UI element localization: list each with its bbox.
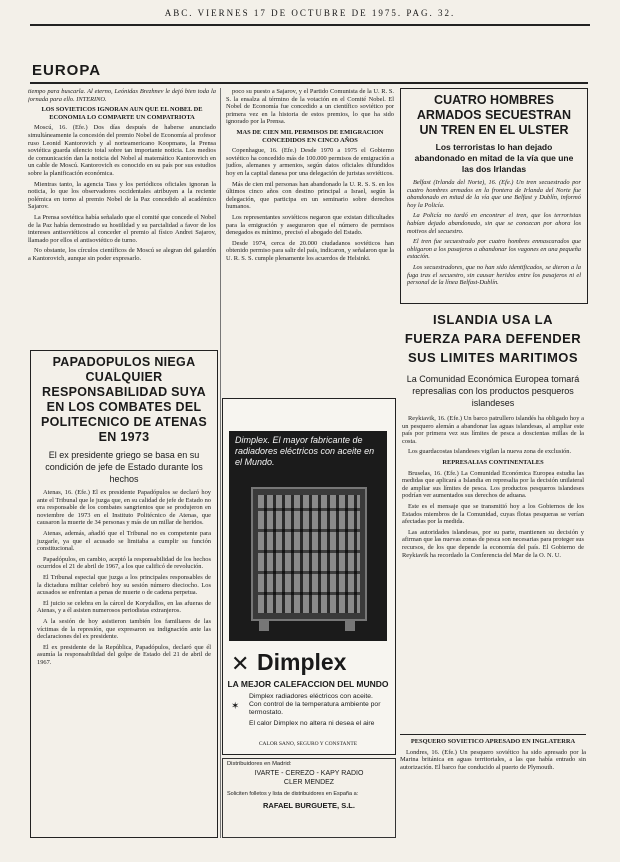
papadopulos-dek: El ex presidente griego se basa en su condición de jefe de Estado durante los hechos bbox=[45, 450, 203, 484]
distributors-label: Distribuidores en Madrid: bbox=[227, 761, 292, 767]
islandia-subhead: REPRESALIAS CONTINENTALES bbox=[442, 458, 544, 466]
ulster-headline: CUATRO HOMBRES ARMADOS SECUESTRAN UN TREN EN EL ULSTER bbox=[416, 93, 572, 137]
header-rule bbox=[30, 24, 590, 26]
nobel-headline: LOS SOVIETICOS IGNORAN AUN QUE EL NOBEL DE ECONOMIA LO COMPARTE UN COMPATRIOTA bbox=[41, 106, 203, 121]
radiator-foot bbox=[345, 619, 355, 631]
page-header: ABC. VIERNES 17 DE OCTUBRE DE 1975. PAG. 32. bbox=[164, 8, 456, 18]
dimplex-slogan: Dimplex. El mayor fabricante de radiadores eléctricos con aceite en el Mundo. bbox=[235, 435, 375, 467]
dimplex-quote: CALOR SANO, SEGURO Y CONSTANTE bbox=[258, 741, 358, 747]
papadopulos-box bbox=[30, 350, 218, 838]
left-top-article bbox=[28, 88, 216, 350]
dimplex-logo-text: Dimplex bbox=[257, 649, 347, 675]
ulster-paragraph: La Policía no tardó en encontrar el tren, que los terroristas habían dejado abandonado, sin que se conozcan por ahora los motivos del secuestro. bbox=[407, 212, 581, 235]
dimplex-logo-mark: ✕ bbox=[231, 651, 250, 676]
section-rule bbox=[30, 82, 588, 84]
pesquero-article bbox=[400, 738, 586, 838]
dimplex-bullet-text: Dimplex radiadores eléctricos con aceite. Con control de la temperatura ambiente por termostato. bbox=[249, 693, 381, 716]
dimplex-bullet-text: El calor Dimplex no altera ni desea el aire bbox=[249, 720, 375, 727]
islandia-paragraph: Reykiavik, 16. (Efe.) Un barco patrullero islandés ha obligado hoy a un pesquero alemán a abandonar las aguas islandesas, al ampliar este país por primera vez sus límites de pesca a doscientas millas de la costa. bbox=[402, 415, 584, 445]
islandia-headline: ISLANDIA USA LA FUERZA PARA DEFENDER SUS LIMITES MARITIMOS bbox=[404, 312, 582, 365]
star-icon: ✶ bbox=[231, 701, 240, 712]
islandia-paragraph: Este es el mensaje que se transmitió hoy a los Gobiernos de los Estados miembros de la Comunidad, cuyas flotas pesqueras se verían afectadas por la medida. bbox=[402, 502, 584, 526]
emigration-paragraph: Desde 1974, cerca de 20.000 ciudadanos soviéticos han obtenido permiso para salir del país, indicaron, y señalaron que la U. R. S. S. cumple plenamente los acuerdos de Helsinki. bbox=[226, 239, 394, 262]
dimplex-bullet bbox=[233, 693, 383, 728]
dimplex-logo bbox=[231, 649, 387, 675]
request-label: Soliciten folletos y lista de distribuidores en España a: bbox=[227, 791, 359, 797]
emigration-headline: MAS DE CIEN MIL PERMISOS DE EMIGRACION CONCEDIDOS EN CINCO AÑOS bbox=[236, 128, 384, 144]
dimplex-tagline: LA MEJOR CALEFACCION DEL MUNDO bbox=[227, 679, 389, 689]
nobel-paragraph: Moscú, 16. (Efe.) Dos días después de haberse anunciado simultáneamente la concesión del premio Nobel de Economía al profesor ruso Leonid Kantorovich y al norteamericano Koopmans, la Prensa soviética guarda silencio total sobre tan importante noticia. Los medios de comunicación dan la noticia del Nobel al matemático Kantorovich en un cable de Moscú. Kantorovich es conocido en su país por sus estudios sobre la planificación económica. bbox=[28, 124, 216, 177]
emigration-paragraph: Los representantes soviéticos negaron que existan dificultades para la emigración y aseguraron que el número de permisos denegados es mínimo, precisó el abogado del Estado. bbox=[226, 213, 394, 237]
section-title: EUROPA bbox=[32, 62, 102, 79]
ulster-paragraph: Los secuestradores, que no han sido identificados, se dieron a la fuga tras el secuestro, sin causar heridos entre los pasajeros ni el personal de la línea Belfast-Dublín. bbox=[407, 263, 581, 287]
column-divider bbox=[220, 88, 221, 838]
papadopulos-paragraph: El juicio se celebra en la cárcel de Korydallos, en las afueras de Atenas, y a él asisten numerosos periodistas extranjeros. bbox=[37, 599, 211, 615]
radiator-bands bbox=[258, 495, 360, 613]
papadopulos-headline: PAPADOPULOS NIEGA CUALQUIER RESPONSABILIDAD SUYA EN LOS COMBATES DEL POLITECNICO DE ATENAS EN 1973 bbox=[40, 355, 208, 444]
islandia-paragraph: Las autoridades islandesas, por su parte, mantienen su decisión y afirman que las nuevas zonas de pesca son necesarias para proteger sus recursos, de los que depende la economía del país. El Gobierno de Reykiavik ha recordado la Conferencia del Mar de la O. N. U. bbox=[402, 528, 584, 559]
nobel-paragraph: La Prensa soviética había señalado que el comité que concede el Nobel de la Paz había demostrado su hostilidad y su parcialidad a favor de los intereses antisoviéticos al conceder el premio al físico Andrei Sajarov, llamado por ellos el antisoviético de turno. bbox=[28, 213, 216, 244]
islandia-article bbox=[400, 310, 586, 730]
papadopulos-paragraph: Atenas, 16. (Efe.) El ex presidente Papadópulos se declaró hoy ante el Tribunal que le juzga que, en su calidad de jefe de Estado no era responsable de los combates sangrientos que se produjeron en noviembre de 1973 en el Instituto Politécnico de Atenas, que causaron la muerte de 34 personas y más de un millar de heridos. bbox=[37, 489, 211, 527]
emigration-paragraph: Copenhague, 16. (Efe.) Desde 1970 a 1975 el Gobierno soviético ha concedido más de 100.000 permisos de emigración a judíos, alemanes y armenios, según datos oficiales difundidos hoy en la capital danesa por una delegación de juristas soviéticos. bbox=[226, 147, 394, 177]
nobel-paragraph: No obstante, los círculos científicos de Moscú se alegran del galardón a Kantorovich, aunque sin poder expresarlo. bbox=[28, 247, 216, 262]
agent-name: RAFAEL BURGUETE, S.L. bbox=[263, 801, 355, 810]
ulster-box bbox=[400, 88, 588, 304]
papadopulos-body bbox=[31, 489, 217, 669]
distributors-names: IVARTE - CEREZO - KAPY RADIO CLER MENDEZ bbox=[254, 770, 364, 786]
dimplex-ad bbox=[222, 398, 396, 755]
islandia-body bbox=[400, 415, 586, 562]
papadopulos-paragraph: El ex presidente de la República, Papadópulos, declaró que él asumía la responsabilidad del golpe de Estado del 21 de abril de 1967. bbox=[37, 643, 211, 666]
emigration-paragraph: Más de cien mil personas han abandonado la U. R. S. S. en los últimos cinco años con destino principal a Israel, según la delegación, que participa en un seminario sobre derechos humanos. bbox=[226, 180, 394, 211]
center-paragraph: poco su puesto a Sajarov, y el Partido Comunista de la U. R. S. S. la ensalza al término de la votación en el Comité Nobel. El Nobel de Economía fue concedido a un científico soviético por primera vez en la historia de estos premios, lo que ha sido ignorado por la Prensa. bbox=[226, 88, 394, 126]
continuation-text: tiempo para buscarla. Al eterno, Leónidas Brezhnev le dejó bien toda la jornada para ello. INTERINO. bbox=[28, 88, 216, 103]
pesquero-paragraph: Londres, 16. (Efe.) Un pesquero soviético ha sido apresado por la Marina británica en aguas territoriales, a las que había entrado sin autorización. El barco fue conducido al puerto de Plymouth. bbox=[400, 748, 586, 771]
papadopulos-paragraph: A la sesión de hoy asistieron también los familiares de las víctimas de la represión, que expresaron su indignación ante las declaraciones del ex presidente. bbox=[37, 617, 211, 641]
papadopulos-paragraph: El Tribunal especial que juzga a los principales responsables de la dictadura militar celebró hoy su sesión número dieciocho. Los acusados se enfrentan a penas de muerte o de cadena perpetua. bbox=[37, 573, 211, 597]
radiator-image bbox=[251, 487, 367, 621]
papadopulos-paragraph: Papadópulos, en cambio, aceptó la responsabilidad de los hechos ocurridos el 21 de abril de 1967, a los que calificó de revolución. bbox=[37, 555, 211, 571]
islandia-dek: La Comunidad Económica Europea tomará represalias con los productos pesqueros islandeses bbox=[406, 374, 580, 408]
ulster-body bbox=[401, 179, 587, 290]
center-top-article bbox=[226, 88, 394, 388]
papadopulos-paragraph: Atenas, además, añadió que el Tribunal no es competente para juzgarle, ya que el acusado se limitaba a cumplir su función constitucional. bbox=[37, 529, 211, 553]
ulster-paragraph: Belfast (Irlanda del Norte), 16. (Efe.) Un tren secuestrado por cuatro hombres armados en la frontera de Irlanda del Norte fue abandonado en mitad de la vía que une Belfast y Dublín, informó hoy la Policía. bbox=[407, 179, 581, 209]
ulster-dek: Los terroristas lo han dejado abandonado en mitad de la vía que une las dos Irlandas bbox=[414, 142, 574, 174]
islandia-paragraph: Los guardacostas islandeses vigilan la nueva zona de exclusión. bbox=[408, 448, 572, 456]
pesquero-headline: PESQUERO SOVIETICO APRESADO EN INGLATERRA bbox=[410, 738, 576, 745]
dimplex-photo bbox=[229, 431, 387, 641]
nobel-paragraph: Mientras tanto, la agencia Tass y los periódicos oficiales ignoran la noticia, lo que los observadores occidentales atribuyen a la reciente polémica en torno al premio Nobel de la Paz concedido al académico Sajarov. bbox=[28, 180, 216, 211]
pesquero-rule bbox=[400, 734, 586, 735]
radiator-foot bbox=[259, 619, 269, 631]
islandia-paragraph: Bruselas, 16. (Efe.) La Comunidad Económica Europea estudia las medidas que aplicará a Islandia en represalia por la decisión unilateral de ampliar sus límites de pesca. Los productos pesqueros islandeses podrían ver aumentados sus derechos de aduana. bbox=[402, 469, 584, 500]
distributors-block bbox=[222, 758, 396, 838]
ulster-paragraph: El tren fue secuestrado por cuatro hombres enmascarados que obligaron a los pasajeros a abandonar los vagones en una pequeña estación. bbox=[407, 238, 581, 261]
